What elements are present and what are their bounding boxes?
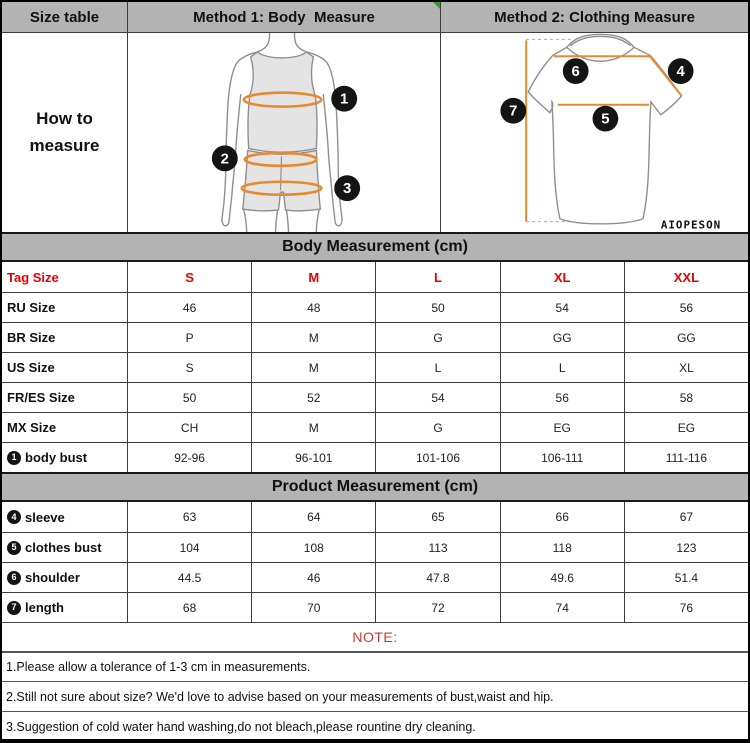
cell: 68 [127,593,251,622]
size-m: M [251,262,375,292]
cell: 50 [127,383,251,412]
cell: XL [624,353,748,382]
note-item-2: 2.Still not sure about size? We'd love to advise based on your measurements of bust,waist and hip. [2,681,748,711]
table-row-body-bust [2,442,748,472]
marker-7-badge: 7 [7,601,21,615]
cell: EG [500,413,624,442]
top-header-row [2,2,748,32]
cell: 51.4 [624,563,748,592]
cell: P [127,323,251,352]
cell: M [251,353,375,382]
marker-4-badge: 4 [7,510,21,524]
cell: 101-106 [375,443,499,472]
cell: 44.5 [127,563,251,592]
cell: L [375,353,499,382]
table-row-sleeve [2,502,748,532]
cell: 56 [500,383,624,412]
body-measure-diagram [127,33,440,232]
cell: 108 [251,533,375,562]
clothing-measure-diagram [440,33,748,232]
tag-size-row [2,262,748,292]
note-item-3: 3.Suggestion of cold water hand washing,do not bleach,please rountine dry cleaning. [2,711,748,741]
illustration-row [2,32,748,232]
size-l: L [375,262,499,292]
table-row-length [2,592,748,622]
row-label: 5 clothes bust [2,533,127,562]
table-row-br-size [2,322,748,352]
cell: 63 [127,502,251,532]
cell: 65 [375,502,499,532]
marker-1-badge: 1 [7,451,21,465]
marker-3: 3 [343,180,352,198]
cell: EG [624,413,748,442]
cell: GG [624,323,748,352]
table-row-shoulder [2,562,748,592]
row-label: 1 body bust [2,443,127,472]
table-row-mx-size [2,412,748,442]
cell: 54 [375,383,499,412]
row-label: Tag Size [7,269,59,285]
marker-1: 1 [340,90,349,108]
cell: 118 [500,533,624,562]
cell: 48 [251,293,375,322]
cell: 58 [624,383,748,412]
cell: L [500,353,624,382]
cell: S [127,353,251,382]
cell-corner-marker [433,2,440,9]
brand-text: AIOPESON [660,218,722,232]
table-row-clothes-bust [2,532,748,562]
cell: 66 [500,502,624,532]
marker-5-badge: 5 [7,541,21,555]
row-label: MX Size [7,420,57,435]
how-to-measure-label: How to measure [29,109,100,155]
marker-2: 2 [220,150,229,168]
cell: 64 [251,502,375,532]
cell: GG [500,323,624,352]
table-row-ru-size [2,292,748,322]
cell: 104 [127,533,251,562]
size-xl: XL [500,262,624,292]
cell: 72 [375,593,499,622]
product-measurement-title: Product Measurement (cm) [2,472,748,502]
row-label: 7 length [2,593,127,622]
cell: 50 [375,293,499,322]
row-label: 4 sleeve [2,502,127,532]
cell: 46 [127,293,251,322]
row-label: 6 shoulder [2,563,127,592]
body-figure-illustration [128,33,440,232]
marker-5: 5 [601,111,610,128]
cell: 76 [624,593,748,622]
table-row-us-size [2,352,748,382]
cell: 67 [624,502,748,532]
cell: 113 [375,533,499,562]
header-method2: Method 2: Clothing Measure [440,2,748,32]
cell: CH [127,413,251,442]
cell: 106-111 [500,443,624,472]
cell: G [375,323,499,352]
cell: G [375,413,499,442]
tshirt-illustration [441,33,748,232]
size-s: S [127,262,251,292]
note-item-1: 1.Please allow a tolerance of 1-3 cm in measurements. [2,651,748,681]
marker-6: 6 [571,64,580,81]
cell: 92-96 [127,443,251,472]
row-label: FR/ES Size [7,390,75,405]
cell: 47.8 [375,563,499,592]
cell: M [251,323,375,352]
marker-7: 7 [509,103,518,120]
cell: 111-116 [624,443,748,472]
cell: 54 [500,293,624,322]
cell: M [251,413,375,442]
header-method1: Method 1: Body Measure [127,2,440,32]
cell: 49.6 [500,563,624,592]
cell: 52 [251,383,375,412]
cell: 70 [251,593,375,622]
body-measurement-title: Body Measurement (cm) [2,232,748,262]
row-label: RU Size [7,300,56,315]
header-size-table: Size table [29,8,100,26]
row-label: BR Size [7,330,56,345]
cell: 56 [624,293,748,322]
table-row-fres-size [2,382,748,412]
cell: 123 [624,533,748,562]
cell: 96-101 [251,443,375,472]
size-xxl: XXL [624,262,748,292]
marker-6-badge: 6 [7,571,21,585]
row-label: US Size [7,360,55,375]
cell: 46 [251,563,375,592]
cell: 74 [500,593,624,622]
note-title: NOTE: [2,622,748,651]
marker-4: 4 [676,64,685,81]
